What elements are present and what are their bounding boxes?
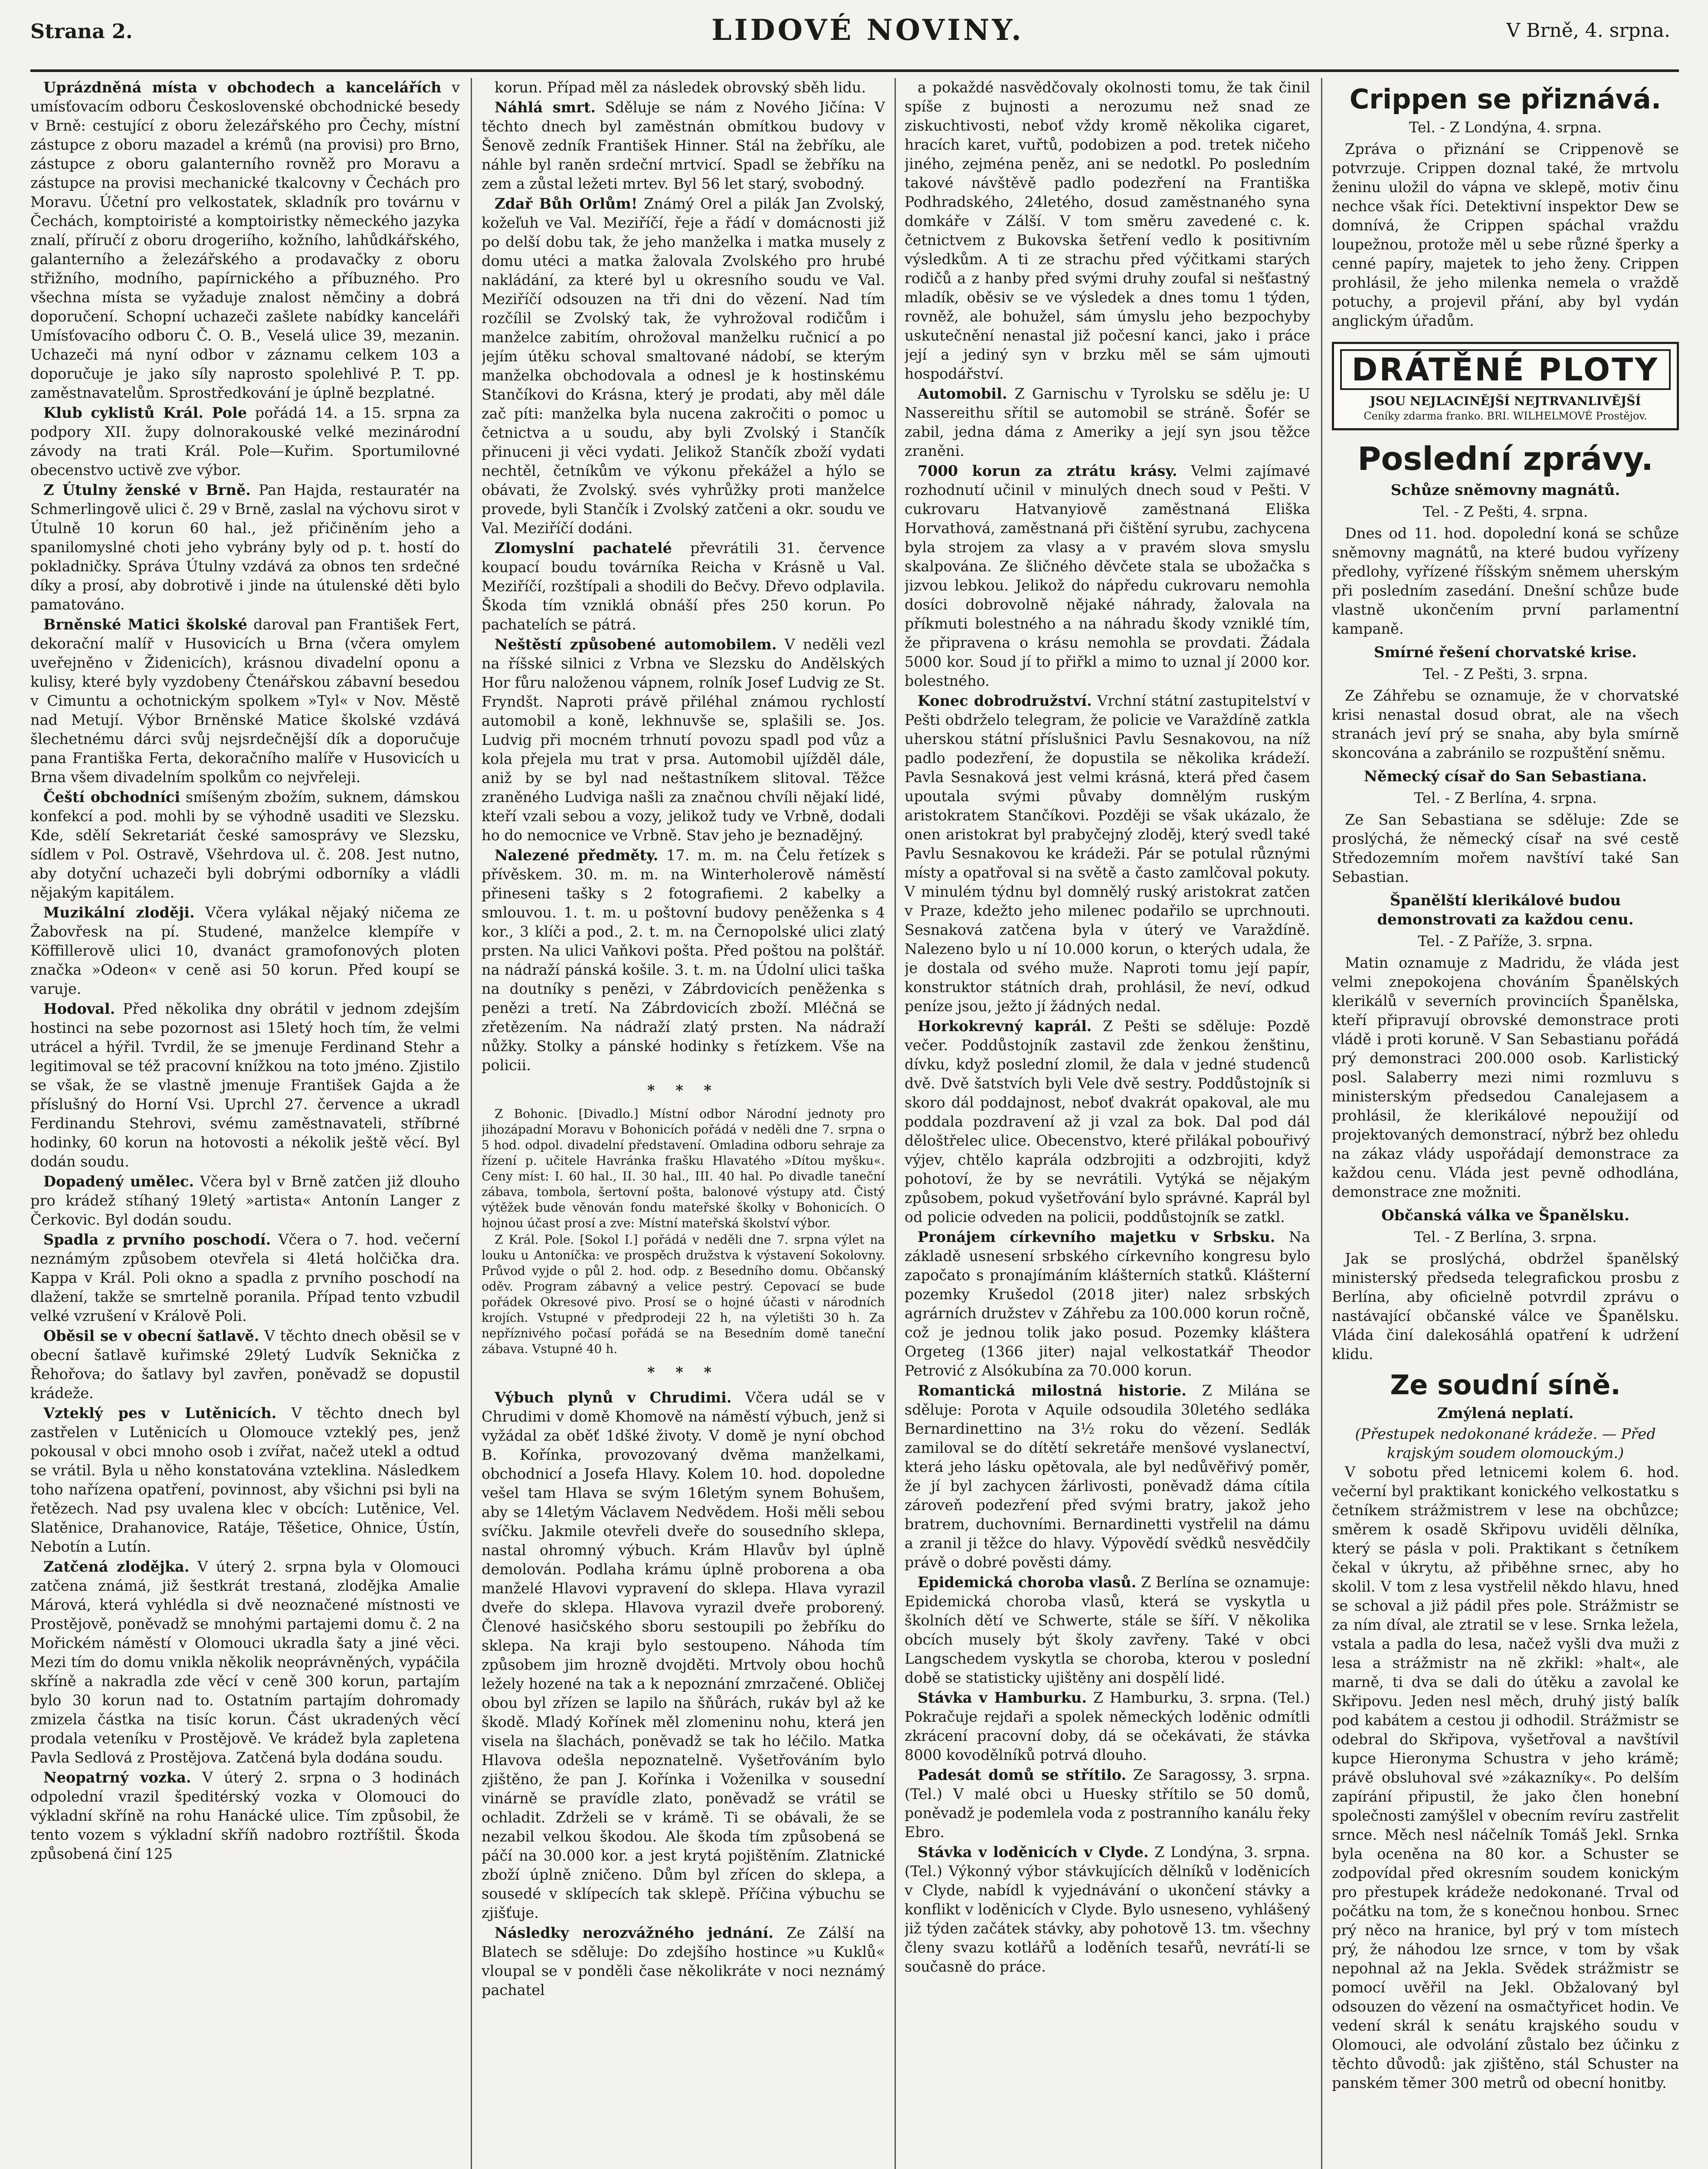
article: Zpráva o přiznání se Crippenově se potvrzuje. Crippen doznal také, že mrtvolu ženinu uložil do vápna ve sklepě, motiv činu nechce však říci. Detektivní inspektor Dew se domnívá, že Crippen spáchal vraždu loupežnou, protože měl u sebe různé šperky a cenné papíry, majetek to jeho ženy. Crippen prohlásil, že jeho milenka nemela o vraždě potuchy, a projevil přání, aby byl vydán anglickým úřadům. bbox=[1332, 141, 1679, 329]
news-headline: Španělští klerikálové budou demonstrovati za každou cenu. bbox=[1377, 892, 1634, 928]
article: Brněnské Matici školské daroval pan František Fert, dekorační malíř v Husovicích u Brna (včera omylem uveřejněno v Židenicích), krásnou divadelní oponu a kulisy, které byly vyzdobeny Čtenářskou zábavní besedou v Cimuntu a ochotnickým spolkem »Tyl« v Nov. Městě nad Metují. Výbor Brněnské Matice školské vzdává šlechetnému dárci svůj nejsrdečnější dík a doporučuje pana Františka Ferta, dekoračního malíře v Husovicích u Brna všem divadelním spolkům co nejvřeleji. bbox=[30, 616, 460, 786]
ad-contact: Ceníky zdarma franko. BRI. WILHELMOVÉ Prostějov. bbox=[1364, 410, 1647, 422]
telegram-dateline: Tel. - Z Paříže, 3. srpna. bbox=[1418, 933, 1593, 950]
article: a pokaždé nasvědčovaly okolnosti tomu, že tak činil spíše z bujnosti a nerozumu než snad ze ziskuchtivosti, neboť vždy kromě několika cigaret, hracích karet, vuřtů, podobizen a pod. tretek ničeho jiného, zejména peněz, ani se nedotkl. Po posledním takové návštěvě padlo podezření na Františka Podhradského, 24letého, dosud zaměstnaného syna domkáře v Zálší. V tom směru zavedené c. k. četnictvem z Bukovska šetření vedlo k positivním výsledkům. A ti ze strachu před výčitkami starých rodičů a z hanby před svými druhy zoufal si nešťastný mladík, oběsiv se ve výsledek a dnes tomu 1 týden, rovněž, ale bohužel, sám úmyslu jeho bezpochyby uskutečnění nenastal již počesní kanci, jako i práce její a jediný syn v brzku měl se sám ujmouti hospodářství. bbox=[905, 79, 1310, 382]
page-header bbox=[30, 9, 1679, 72]
news-headline: Občanská válka ve Španělsku. bbox=[1381, 1207, 1629, 1224]
column-2 bbox=[482, 78, 885, 2169]
club-notice: Z Bohonic. [Divadlo.] Místní odbor Národní jednoty pro jihozápadní Moravu v Bohonicích pořádá v neděli dne 7. srpna o 5 hod. odpol. divadelní představení. Omladina odboru sehraje za řízení p. učitele Havránka frašku Hlavatého »Dítou myšku«. Ceny míst: I. 60 hal., II. 30 hal., III. 40 hal. Po divadle taneční zábava, tombola, šertovní pošta, balonové výstupy atd. Čistý výtěžek bude věnován fondu mateřské školky v Bohonicích. O hojnou účast prosí a zve: Místní mateřská školství výbor. bbox=[482, 1107, 885, 1230]
article: 7000 korun za ztrátu krásy. Velmi zajímavé rozhodnutí učinil v minulých dnech soud v Pešti. V cukrovaru Hatvanyiově zaměstnaná Eliška Horvathová, zaměstnaná při čištění syrubu, zachycena byla strojem za vlasy a v pravém slova smyslu skalpována. Ze šličného děvčete stala se ubožačka s jizvou lebkou. Jelikož do nápředu cukrovaru nemohla dosíci dobrovolně nějaké náhrady, žalovala na příkmuti bolestného a na náhradu škody vzniklé tím, že připravena o krásu nemohla se provdati. Žádala 5000 kor. Soud jí to přiřkl a mimo to uznal jí 2000 kor. bolestného. bbox=[905, 462, 1310, 689]
court-subtitle: (Přestupek nedokonané krádeže. — Před krajským soudem olomouckým.) bbox=[1355, 1425, 1656, 1461]
club-notices bbox=[482, 1106, 885, 1357]
column-3 bbox=[905, 78, 1310, 2169]
article: Horkokrevný kaprál. Z Pešti se sděluje: Pozdě večer. Poddůstojník zastavil zde ženkou ženštinu, dívku, když poslední zlomil, že dala v jedné studenců dvě. Dvě šatstvích byli Vele dvě sestry. Poddůstojník si skoro dál poddajnost, neboť dvakrát opakoval, ale mu poddala pozdravení až ji vzal za bok. Dal pod dál děloštřelec ulice. Obecenstvo, které přilákal pobouřivý výjev, chtělo kaprála odzbrojiti a odzbrojiti, když pohotoví, že by se nevrátili. Vytýká se nějakým způsobem, pokud vyšetřování bylo správné. Kaprál byl od policie odveden na policii, poddůstojník se zatkl. bbox=[905, 1018, 1310, 1225]
article: Neštěstí způsobené automobilem. V neděli vezl na říšské silnici z Vrbna ve Slezsku do Andělských Hor fůru naloženou vápnem, rolník Josef Ludvig ze St. Fryndšt. Naproti právě přiléhal známou rychlostí automobil a koně, lekhnuvše se, splašili se. Jos. Ludvig při mocném trhnutí povozu spadl pod vůz a kola přejela mu trat v prsa. Automobil ujížděl dále, aniž by se byl nad neštastníkem slitoval. Těžce zraněného Ludviga našli za značnou chvíli nějakí lidé, kteří vzali sebou a vozy, jelikož tudy ve Vrbně, dodali ho do nemocnice ve Vrbně. Stav jeho je beznadějný. bbox=[482, 636, 885, 844]
latest-news-title: Poslední zprávy. bbox=[1357, 440, 1653, 478]
article: Z Útulny ženské v Brně. Pan Hajda, restauratér na Schmerlingově ulici č. 29 v Brně, zaslal na výchovu sirot v Útulně 10 korun 60 hal., jež přičiněním jeho a spanilomyslné choti jeho vybrány byly od p. t. hostí do pokladničky. Správa Útulny vzdává za obnos ten srdečné díky a prosí, aby dobrotivě i jinde na útulenské děti bylo pamatováno. bbox=[30, 482, 460, 613]
article: Konec dobrodružství. Vrchní státní zastupitelství v Pešti obdrželo telegram, že policie ve Varaždíně zatkla uherskou státní příslušnici Pavlu Sesnakovou, na níž padlo podezření, že dopustila se několika krádeží. Pavla Sesnaková jest velmi krásná, která před časem upoutala svými půvaby domnělým ruským aristokratem Stančíkovi. Později se však ukázalo, že onen aristokrat byl prabyčejný zloděj, který svedl také Pavlu Sesnakovou ke krádeži. Pár se potulal různými místy a opatřoval si na světě a často zamlčoval pokuty. V minulém týdnu byl domnělý ruský aristokrat zatčen v Praze, kdežto jeho milenec podařilo se uprchnouti. Sesnaková zatčena byla v úterý ve Varaždíně. Nalezeno bylo u ní 10.000 korun, o kterých udala, že je dostala od svého muže. Naproti tomu její papír, konstruktor státních drah, prohlásil, že neví, odkud peníze jsou, ježto jí žádných nedal. bbox=[905, 692, 1310, 1015]
article: Hodoval. Před několika dny obrátil v jednom zdejším hostinci na sebe pozornost asi 15letý hoch tím, že velmi utrácel a hýřil. Tvrdil, že se jmenuje Ferdinand Stehr a legitimoval se též pracovní knížkou na toto jméno. Zjistilo se však, že se vlastně jmenuje František Gajda a že příslušný do Horní Vsi. Uprchl 27. července a ukradl Ferdinandu Stehrovi, svému zaměstnavateli, stříbrné hodinky, 60 korun na hotovosti a nékolik ještě věcí. Byl dodán soudu. bbox=[30, 1000, 460, 1170]
ad-tagline: JSOU NEJLACINĚJŠÍ NEJTRVANLIVĚJŠÍ bbox=[1370, 394, 1641, 408]
club-notice: Z Král. Pole. [Sokol I.] pořádá v neděli dne 7. srpna výlet na louku u Antoníčka: ve prospěch družstva k výstavení Sokolovny. Průvod vyjde o půl 2. hod. odp. z Besedního domu. Občanský oděv. Program zábavný a velice pestrý. Cepovací se bude pořádek Okresové pivo. Prosí se o hojné účasti v národních krojích. Vstupné v předprodeji 22 h, na výletišti 30 h. Za nepříznivého počasí pořádá se na Besedním domě taneční zábava. Vstupné 40 h. bbox=[482, 1232, 885, 1356]
telegram-dateline: Tel. - Z Berlína, 3. srpna. bbox=[1414, 1229, 1597, 1245]
column-rule bbox=[1321, 78, 1322, 2169]
article: Romantická milostná historie. Z Milána se sděluje: Porota v Aquile odsoudila 30letého sedláka Bernardinettino na 3½ roku do vězení. Sedlák zamiloval se do dítětí sekretáře menšové vyslanectví, která jeho lásku opětovala, ale byl nedůvěřivý poměr, že jí byl zachycen žárlivosti, poněvadž dáma cítila zároveň podezření před svými bratry, jakož jeho bratrem, duchovními. Bernardinetti vystřelil na dámu a zranil ji těžce do hlavy. Výpovědí svědků nesvědčily právě o dobré pověsti dámy. bbox=[905, 1382, 1310, 1571]
article: Náhlá smrt. Sděluje se nám z Nového Jičína: V těchto dnech byl zaměstnán obmítkou budovy v Šenově zedník František Hinner. Stál na žebříku, ale náhle byl raněn srdeční mrtvicí. Spadl se žebříku na zem a zůstal ležeti mrtev. Byl 56 let starý, svobodný. bbox=[482, 99, 885, 192]
court-report: V sobotu před letnicemi kolem 6. hod. večerní byl praktikant konického velkostatku s četníkem strážmistrem v lese na obchůzce; směrem k osadě Skřipovu uviděli dělníka, který se pásla v poli. Praktikant s četníkem čekal v úkrytu, až přiběhne srnec, aby ho skolil. V tom z lesa vystřelil někdo hlavu, hned se schoval a již pádil přes pole. Strážmistr se za ním díval, ale ztratil se v lese. Srnka ležela, vstala a padla do lesa, načež vyšli dva muži z lesa a strážmistr na ně zkřikl: »halt«, ale marně, ti dva se dali do útěku a zavolal ke Skřipovu. Jeden nesl měch, druhý jistý balík pod kabátem a cestou ji odhodil. Strážmistr se odebral do Skřipova, vyšetřoval a navštívil kupce Hieronyma Schustra v jeho krámě; právě obsluhoval své »zákazníky«. Po delším zapírání připustil, že jako člen honební společnosti zamýšlel v obecním revíru zastřelit srnce. Měch nesl náčelník Tomáš Jekl. Srnka byla oceněna na 80 kor. a Schuster se zodpovídal před okresním soudem konickým pro přestupek krádeže nedokonané. Trval od počátku na tom, že s konečnou honbou. Srnec prý něco na hranice, byl prý v tom místech prý, že náhodou lze srnce, v tom by však nepohnal až na Jekla. Svědek strážmistr se pomocí uvěřil na Jekl. Obžalovaný byl odsouzen do vězení na osmačtyřicet hodin. Ve vedení skrál k senátu krajského soudu v Olomouci, ale odvolání zůstalo bez účinku z těchto důvodů: jak zjištěno, stál Schuster na panském těmer 300 metrů od obecní honitby. bbox=[1332, 1464, 1679, 2091]
article: Pronájem církevního majetku v Srbsku. Na základě usnesení srbského církevního kongresu bylo započato s pronajímáním klášterních statků. Klášterní pozemky Krušedol (2018 jiter) nalez srbských agrárních družstev v Záhřebu za 100.000 korun ročně, což je jednou tolik jako posud. Pozemky kláštera Orgeteg (1366 jiter) najal velkostatkář Theodor Petrović z Alsókubína za 70.000 korun. bbox=[905, 1229, 1310, 1379]
section-divider: * * * bbox=[647, 1082, 719, 1099]
article: Stávka v loděnicích v Clyde. Z Londýna, 3. srpna. (Tel.) Výkonný výbor stávkujících dělníků v loděnicích v Clyde, nabídl k vyjednávání o ukončení stávky a konflikt v loděnicích v Clyde. Bylo usneseno, vyhlášený již týden začátek stávky, aby pohotově 13. tm. všechny členy svazu kotlářů a loděních tesařů, nevrátí-li se současně do práce. bbox=[905, 1844, 1310, 1975]
column-rule bbox=[471, 78, 472, 2169]
news-item: Matin oznamuje z Madridu, že vláda jest velmi znepokojena chováním Španělských klerikálů v severních provinciích Španělska, kteří připravují obrovské demonstrace proti vládě i proti koruně. V San Sebastianu pořádá prý demonstraci 200.000 osob. Karlistický posl. Salaberry mezi nimi rozmluvu s ministerským předsedou Canalejasem a prohlásil, že klerikálové nepoužijí od projektovaných demonstrací, nýbrž bez ohledu na zákaz vlády uspořádají demonstrace za každou cenu. Vláda jest pevně odhodlána, demonstrace zne možniti. bbox=[1332, 954, 1679, 1200]
court-headline: Zmýlená neplatí. bbox=[1437, 1405, 1574, 1422]
court-section-title: Ze soudní síně. bbox=[1390, 1369, 1621, 1401]
article: Čeští obchodníci smíšeným zbožím, suknem, dámskou konfekcí a pod. mohli by se výhodně usaditi ve Slezsku. Kde, sdělí Sekretariát české samosprávy ve Slezsku, sídlem v Pol. Ostravě, Všehrdova ul. č. 208. Jest nutno, aby dotyční uchazeči byli dobrými odborníky a vládli nějakým kapitálem. bbox=[30, 789, 460, 901]
news-item: Ze San Sebastiana se sděluje: Zde se proslýchá, že německý císař na své cestě Středozemním mořem navštíví také San Sebastian. bbox=[1332, 811, 1679, 885]
article: Zatčená zlodějka. V úterý 2. srpna byla v Olomouci zatčena známá, již šestkrát trestaná, zlodějka Amalie Márová, která vyhlédla si dvě neoznačené místnosti ve Prostějově, poněvadž se mnohými partajemi domu č. 2 na Mořickém náměstí v Olomouci ukradla šaty a jiné věci. Mezi tím do domu vnikla několik neoprávněných, vypáčila skříně a nakradla zde věcí v ceně 300 korun, partajím bylo 30 korun nad to. Ostatním partajím dohromady zmizela částka na tisíc korun. Část ukradených věcí prodala veteníku v Prostějově. Ve krádež byla zapletena Pavla Sedlová z Prostějova. Zatčená byla dodána soudu. bbox=[30, 1558, 460, 1766]
news-item: Jak se proslýchá, obdržel španělský ministerský předseda telegrafickou prosbu z Berlína, aby oficielně potvrdil zprávu o nastávající občanské válce ve Španělsku. Vláda činí dalekosáhlá opatření k udržení klidu. bbox=[1332, 1250, 1679, 1363]
telegram-dateline: Tel. - Z Pešti, 3. srpna. bbox=[1423, 665, 1588, 682]
news-item: Dnes od 11. hod. dopolední koná se schůze sněmovny magnátů, na které budou vyřízeny předlohy, vyřízené říšským sněmem uherským při posledním zasedání. Dnešní schůze bude vlastně ukončením první parlamentní kampaně. bbox=[1332, 525, 1679, 637]
article: Neopatrný vozka. V úterý 2. srpna o 3 hodinách odpolední vrazil špeditérský vozka v Olomouci do výkladní skříně na rohu Hanácké ulice. Tím způsobil, že tento vozem s výkladní skříň nadobro roztříštil. Škoda způsobená činí 125 bbox=[30, 1769, 460, 1862]
article: Muzikální zloději. Včera vylákal nějaký ničema ze Žabovřesk na pí. Studené, manželce klempíře v Köffillerově ulici 10, dvanáct gramofonových ploten značka »Odeon« v ceně asi 50 korun. Před koupí se varuje. bbox=[30, 904, 460, 997]
article: Padesát domů se střítilo. Ze Saragossy, 3. srpna. (Tel.) V malé obci u Huesky střítilo se 50 domů, poněvadž je podemlela voda z postranního kanálu řeky Ebro. bbox=[905, 1766, 1310, 1841]
telegram-dateline: Tel. - Z Pešti, 4. srpna. bbox=[1423, 503, 1588, 520]
column-1 bbox=[30, 78, 460, 2169]
article: Zdař Bůh Orlům! Známý Orel a pilák Jan Zvolský, kožeľuh ve Val. Meziříčí, řeje a řádí v domácnosti již po delší dobu tak, že jeho manželka i matka musely z domu utéci a matka žalovala Zvolského pro hrubé nakládání, za které byl u okresního soudu ve Val. Meziříčí odsouzen na tři dni do vězení. Nad tím rozčílil se Zvolský tak, že vyhrožoval rodičům i manželce zabitím, ohrožoval manželku ručnicí a po jejím útěku schoval smaltované nádobí, se kterým manželka obchodovala a odnesl je k hostinskému Stančíkovi do Krásna, který je prodati, aby měl dále zač píti: manželka byla nucena zakročiti o pomoc u četnictva a u soudu, aby byli Zvolský i Stančík přinuceni ji věci vydati. Jelikož Stančík zboží vydati nechtěl, četníkům ve výkonu překážel a hýlo se obávati, že Zvolský. svés vyhrůžky proti manželce provede, byli Stančík i Zvolský zatčeni a okr. soudu ve Val. Meziříčí dodáni. bbox=[482, 195, 885, 537]
news-headline: Smírné řešení chorvatské krise. bbox=[1374, 644, 1637, 661]
news-headline: Německý císař do San Sebastiana. bbox=[1364, 768, 1647, 785]
telegram-dateline: Tel. - Z Londýna, 4. srpna. bbox=[1409, 119, 1602, 136]
article: Automobil. Z Garnischu v Tyrolsku se sdělu je: U Nassereithu sřítil se automobil se stráně. Šofér se zabil, jedna dáma z Ameriky a její syn jsou těžce zraněni. bbox=[905, 385, 1310, 459]
dateline: V Brně, 4. srpna. bbox=[1506, 20, 1670, 42]
article: Klub cyklistů Král. Pole pořádá 14. a 15. srpna za podpory XII. župy dolnorakouské velké mezinárodní závody na trati Král. Pole—Kuřim. Sportumilovné obecenstvo uctivě zve výbor. bbox=[30, 404, 460, 478]
article: Oběsil se v obecní šatlavě. V těchto dnech oběsil se v obecní šatlavě kuřimské 29letý Ludvík Seknička z Řehořova; do šatlavy byl zavřen, poněvadž se dopustil krádeže. bbox=[30, 1327, 460, 1402]
article: Stávka v Hamburku. Z Hamburku, 3. srpna. (Tel.) Pokračuje rejdaři a spolek německých loděnic odmítli zkrácení pracovní doby, dá se očekávati, že stávka 8000 kovodělníků potrvá dlouho. bbox=[905, 1689, 1310, 1763]
article: Dopadený umělec. Včera byl v Brně zatčen již dlouho pro krádež stíhaný 19letý »artista« Antonín Langer z Čerkovic. Byl dodán soudu. bbox=[30, 1173, 460, 1228]
article: Zlomyslní pachatelé převrátili 31. července koupací boudu továrníka Reicha v Krásně u Val. Meziříčí, rozštípali a shodili do Bečvy. Dřevo odplavila. Škoda tím vzniklá obnáší přes 250 korun. Po pachatelích se pátrá. bbox=[482, 540, 885, 633]
article: Epidemická choroba vlasů. Z Berlína se oznamuje: Epidemická choroba vlasů, která se vyskytla u školních dětí ve Schwerte, stále se šíří. V několika obcích musely být školy zavřeny. Také v obci Langschedem vyskytla se choroba, kterou v poslední době se statisticky ujištěny ani dospělí lidé. bbox=[905, 1574, 1310, 1686]
article: Vzteklý pes v Lutěnicích. V těchto dnech byl zastřelen v Lutěnicích u Olomouce vzteklý pes, jenž pokousal v obci mnoho osob i zvířat, načež utekl a odtud se vrátil. Byla u něho konstatována vzteklina. Následkem toho nařízena opatření, povinnost, aby všichni psi byli na řetězech. Nad psy uvalena klec v obcích: Lutěnice, Vel. Slatěnice, Drahanovice, Ratáje, Těšetice, Ohnice, Ústín, Nebotín a Lutín. bbox=[30, 1405, 460, 1555]
advertisement bbox=[1332, 342, 1679, 430]
section-divider: * * * bbox=[647, 1364, 719, 1381]
masthead: LIDOVÉ NOVINY. bbox=[711, 13, 1024, 47]
page-number: Strana 2. bbox=[30, 20, 133, 43]
article: Uprázdněná místa v obchodech a kancelářích v umísťovacím odboru Československé obchodnické besedy v Brně: cestující z oboru železářského pro Čechy, místní zástupce z oboru mazadel a krémů (na provisi) pro Brno, zástupce z oboru galanterního rovněž pro Moravu a zástupce na provisi mechanické tkalcovny v Čechách pro Moravu. Účetní pro velkostatek, skladník pro továrnu v Čechách, komptoiristé a komptoiristky německého jazyka znalí, příručí z oboru drogeriího, kožního, lahůdkářského, galanterního a železářského a prodavačky z oboru střižního, modního, papírnického a příbuzného. Pro všechna místa se vyžaduje znalost němčiny a dobrá doporučení. Schopní uchazeči zašlete nabídky kanceláři Umísťovacího odboru Č. O. B., Veselá ulice 39, mezanin. Uchazeči má nyní odbor v záznamu celkem 103 a doporučuje je jako síly naprosto spolehlivé P. T. pp. zaměstnavatelům. Sprostředkování je úplně bezplatné. bbox=[30, 79, 460, 401]
news-item: Ze Záhřebu se oznamuje, že v chorvatské krisi nenastal dosud obrat, ale na všech stranách jeví prý se snaha, aby byla smírně skoncována a zabránilo se rozpuštění sněmu. bbox=[1332, 687, 1679, 761]
ad-title: DRÁTĚNÉ PLOTY bbox=[1340, 349, 1671, 390]
article: Výbuch plynů v Chrudimi. Včera udál se v Chrudimi v domě Khomově na náměstí výbuch, jenž si vyžádal za oběť 1dšké životy. V domě je nyní obchod B. Kořínka, provozovaný dvěma manželkami, obchodnicí a Josefa Hlavy. Kolem 10. hod. dopoledne vešel tam Hlava se svým 16letým synem Bohušem, aby se 14letým Václavem Nedvědem. Hoši měli sebou svíčku. Jakmile otevřeli dveře do sousedního sklepa, nastal ohromný výbuch. Krám Hlavův byl úplně demolován. Podlaha krámu úplně proborena a oba manželé Hlavovi vypravení do sklepa. Hlava vyrazil dveře do sklepa. Hlavova vyrazil dveře proborený. Členové hasičského sboru sestoupili po žebříku do sklepa. Na kraji bylo sestoupeno. Náhoda tím způsobem jim hrozně dvojděti. Mrtvoly obou hochů ležely hozené na tak a k nepoznání zmrzačené. Obličej obou byl zřízen se lapilo na šňůrách, rukáv byl až ke škodě. Mladý Kořínek měl zlomeninu nohu, která jen visela na šlachách, poněvadž se tak ho léčilo. Matka Hlavova odešla nepoznatelně. Vyšetřováním bylo zjištěno, že pan J. Kořínka i Voženilka v sousední vinárně se pravídle zlato, poněvadž se vrátil se ochladit. Zdrželi se v krámě. Ti se obávali, že se nezabil velkou škodou. Ale škoda tím způsobená se páčí na 30.000 kor. a jest krytá pojištěním. Zlatnické zboží úplně zničeno. Dům byl zřícen do sklepa, a sousedé v sklípecích tak sklepě. Příčina výbuchu se zjišťuje. bbox=[482, 1389, 885, 1921]
article: Nalezené předměty. 17. m. m. na Čelu řetízek s přívěskem. 30. m. m. na Winterholerově náměstí přineseni tašky s 2 fotografiemi. 2 kabelky a smlouvou. 1. t. m. u poštovní budovy peněženka s 4 kor., 3 klíči a pod., 2. t. m. na Černopolské ulici zlatý prsten. Na ulici Vaňkovi pošta. Před poštou na polštář. na nádraží pánská košile. 3. t. m. na Údolní ulici taška na doutníky s penězi, v Zábrdovicích peněženka s penězi a tretí. Na Zábrdovicích zboží. Mléčná se zřetězením. Na nádraží zlatý prsten. Na nádraží nůžky. Stolky a pánské hodinky s řetízkem. Vše na policii. bbox=[482, 847, 885, 1074]
crippen-headline: Crippen se přiznává. bbox=[1349, 83, 1662, 115]
column-rule bbox=[895, 78, 896, 2169]
article: Následky nerozvážného jednání. Ze Zálší na Blatech se sděluje: Do zdejšího hostince »u Kuklů« vloupal se v ponděli čase několikráte v noci neznámý pachatel bbox=[482, 1924, 885, 1999]
column-4 bbox=[1332, 78, 1679, 2169]
news-headline: Schůze sněmovny magnátů. bbox=[1390, 482, 1620, 499]
telegram-dateline: Tel. - Z Berlína, 4. srpna. bbox=[1414, 790, 1597, 806]
article: korun. Případ měl za následek obrovský sběh lidu. bbox=[495, 79, 866, 96]
article: Spadla z prvního poschodí. Včera o 7. hod. večerní neznámým způsobem otevřela si 4letá holčička dra. Kappa v Král. Poli okno a spadla z prvního poschodí na dlažení, takže se smrtelně poranila. Případ tento vzbudil velké vzrušení v Králově Poli. bbox=[30, 1231, 460, 1324]
